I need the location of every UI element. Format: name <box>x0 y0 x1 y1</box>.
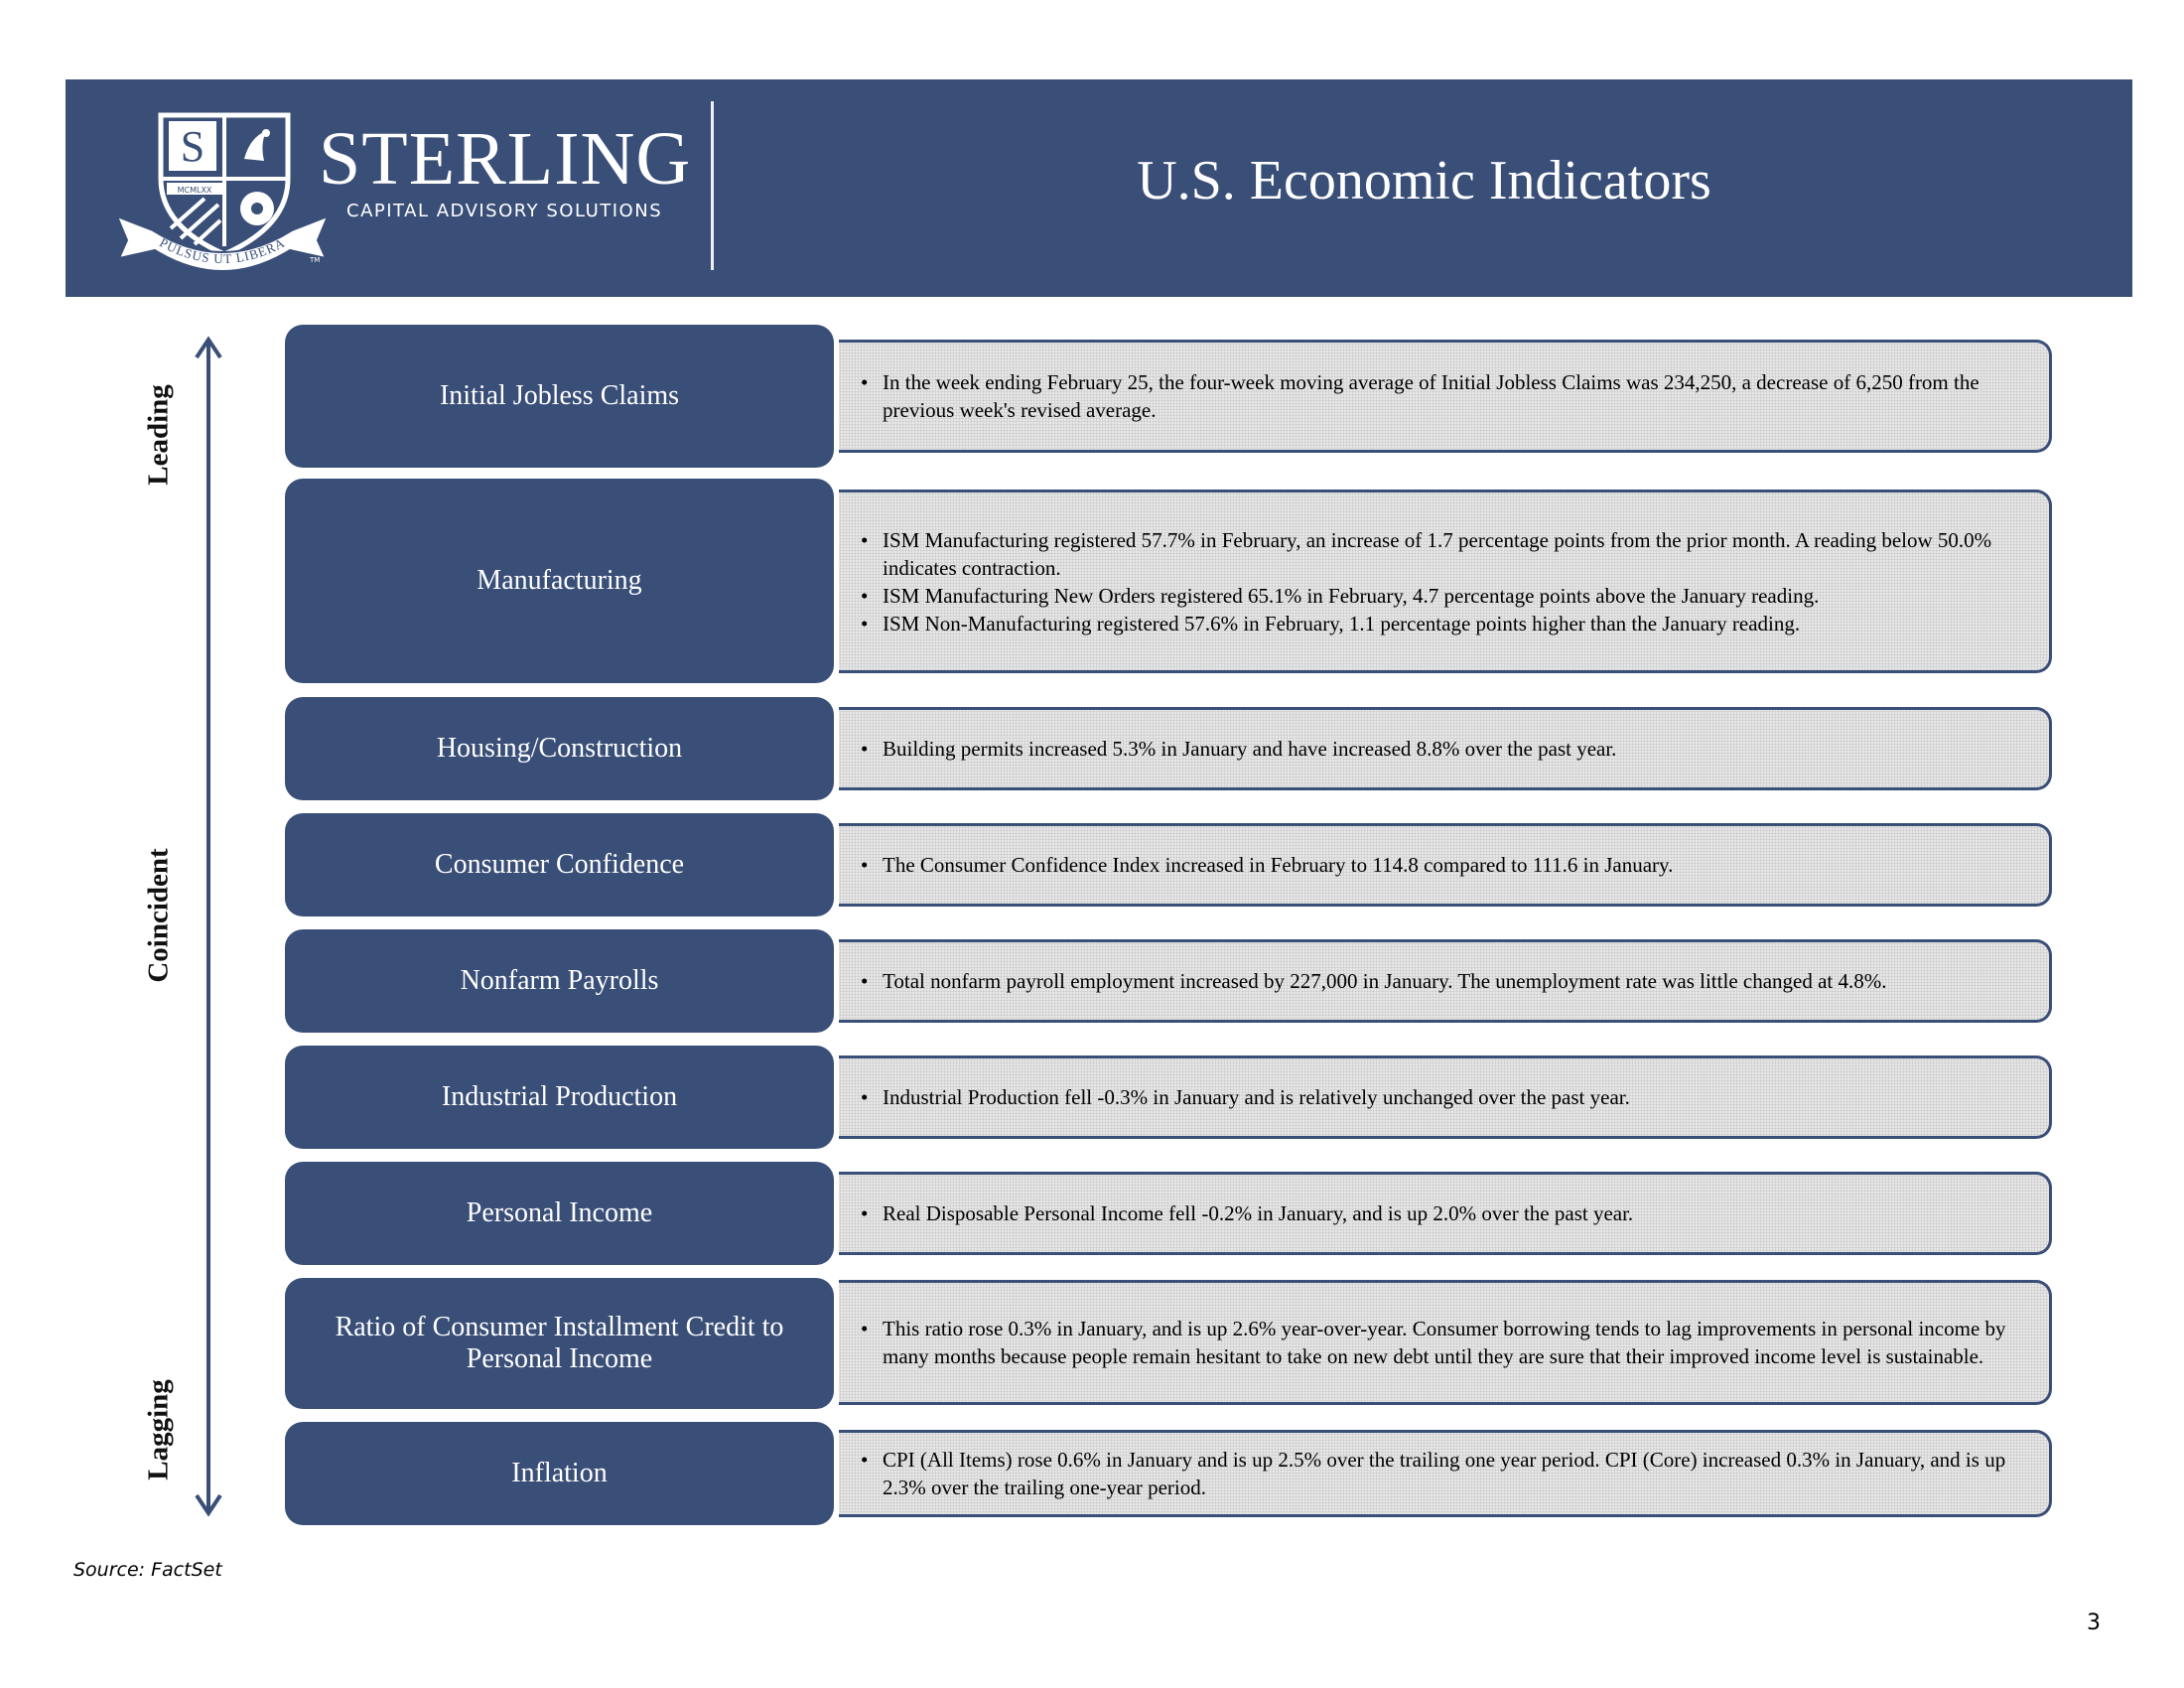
bullet-text: • Building permits increased 5.3% in January and have increased 8.8% over the past year. <box>883 735 1616 763</box>
bullet-text: • The Consumer Confidence Index increased in February to 114.8 compared to 111.6 in January. <box>883 851 1673 879</box>
motto-ribbon-icon <box>113 197 332 286</box>
indicator-detail-consumer-confidence <box>839 823 2052 907</box>
header-divider <box>711 101 714 270</box>
bullet-text: • Total nonfarm payroll employment increased by 227,000 in January. The unemployment rate was little changed at 4.8%. <box>883 967 1887 995</box>
axis-label-lagging: Lagging <box>142 1379 175 1480</box>
indicator-detail-housing-construction <box>839 707 2052 790</box>
bullet-text: • Real Disposable Personal Income fell -0.2% in January, and is up 2.0% over the past year. <box>883 1199 1633 1227</box>
bullet-text: • ISM Non-Manufacturing registered 57.6% in February, 1.1 percentage points higher than the January reading. <box>883 610 2009 637</box>
bullet-text: • ISM Manufacturing registered 57.7% in February, an increase of 1.7 percentage points from the prior month. A reading below 50.0% indicates contraction. <box>883 526 2009 582</box>
trademark-mark: TM <box>310 256 321 264</box>
indicator-label-consumer-confidence: Consumer Confidence <box>285 813 834 916</box>
indicator-label-manufacturing: Manufacturing <box>285 479 834 683</box>
indicator-label-nonfarm-payrolls: Nonfarm Payrolls <box>285 929 834 1033</box>
indicator-label-industrial-production: Industrial Production <box>285 1046 834 1149</box>
motto-text: PULSUS UT LIBERA <box>157 234 288 267</box>
shield-letter: S <box>180 122 205 171</box>
brand-name: STERLING <box>319 117 692 201</box>
source-note: Source: FactSet <box>73 1559 222 1581</box>
indicator-label-initial-jobless-claims: Initial Jobless Claims <box>285 325 834 468</box>
indicator-label-personal-income: Personal Income <box>285 1162 834 1265</box>
page-number: 3 <box>2087 1611 2101 1635</box>
indicator-detail-inflation <box>839 1430 2052 1517</box>
indicator-axis-arrow-icon <box>189 336 228 1517</box>
axis-label-leading: Leading <box>142 384 175 486</box>
bullet-text: • This ratio rose 0.3% in January, and is up 2.6% year-over-year. Consumer borrowing tends to lag improvements in personal income by many months because people remain hesitant to take on new debt until they are sure that their improved income level is sustainable. <box>883 1315 2009 1370</box>
indicator-detail-nonfarm-payrolls <box>839 939 2052 1023</box>
indicator-detail-personal-income <box>839 1172 2052 1255</box>
indicator-label-consumer-credit-ratio: Ratio of Consumer Installment Credit to Personal Income <box>285 1278 834 1409</box>
bullet-text: • CPI (All Items) rose 0.6% in January and is up 2.5% over the trailing one year period. CPI (Core) increased 0.3% in January, and is up 2.3% over the trailing one-year period. <box>883 1446 2009 1501</box>
bullet-text: • ISM Manufacturing New Orders registered 65.1% in February, 4.7 percentage points above the January reading. <box>883 582 2009 610</box>
bullet-text: • Industrial Production fell -0.3% in January and is relatively unchanged over the past year. <box>883 1083 1630 1111</box>
header-banner <box>66 79 2132 297</box>
brand-subtitle: CAPITAL ADVISORY SOLUTIONS <box>346 201 663 221</box>
indicator-detail-industrial-production <box>839 1055 2052 1139</box>
indicator-detail-manufacturing <box>839 490 2052 673</box>
bullet-text: • In the week ending February 25, the four-week moving average of Initial Jobless Claims was 234,250, a decrease of 6,250 from the previous week's revised average. <box>883 368 2009 424</box>
indicator-label-housing-construction: Housing/Construction <box>285 697 834 800</box>
indicator-label-inflation: Inflation <box>285 1422 834 1525</box>
axis-label-coincident: Coincident <box>142 848 175 983</box>
indicator-detail-initial-jobless-claims <box>839 340 2052 453</box>
shield-year: MCMLXX <box>177 186 212 195</box>
page-title: U.S. Economic Indicators <box>1137 150 1711 211</box>
indicator-detail-consumer-credit-ratio <box>839 1280 2052 1405</box>
